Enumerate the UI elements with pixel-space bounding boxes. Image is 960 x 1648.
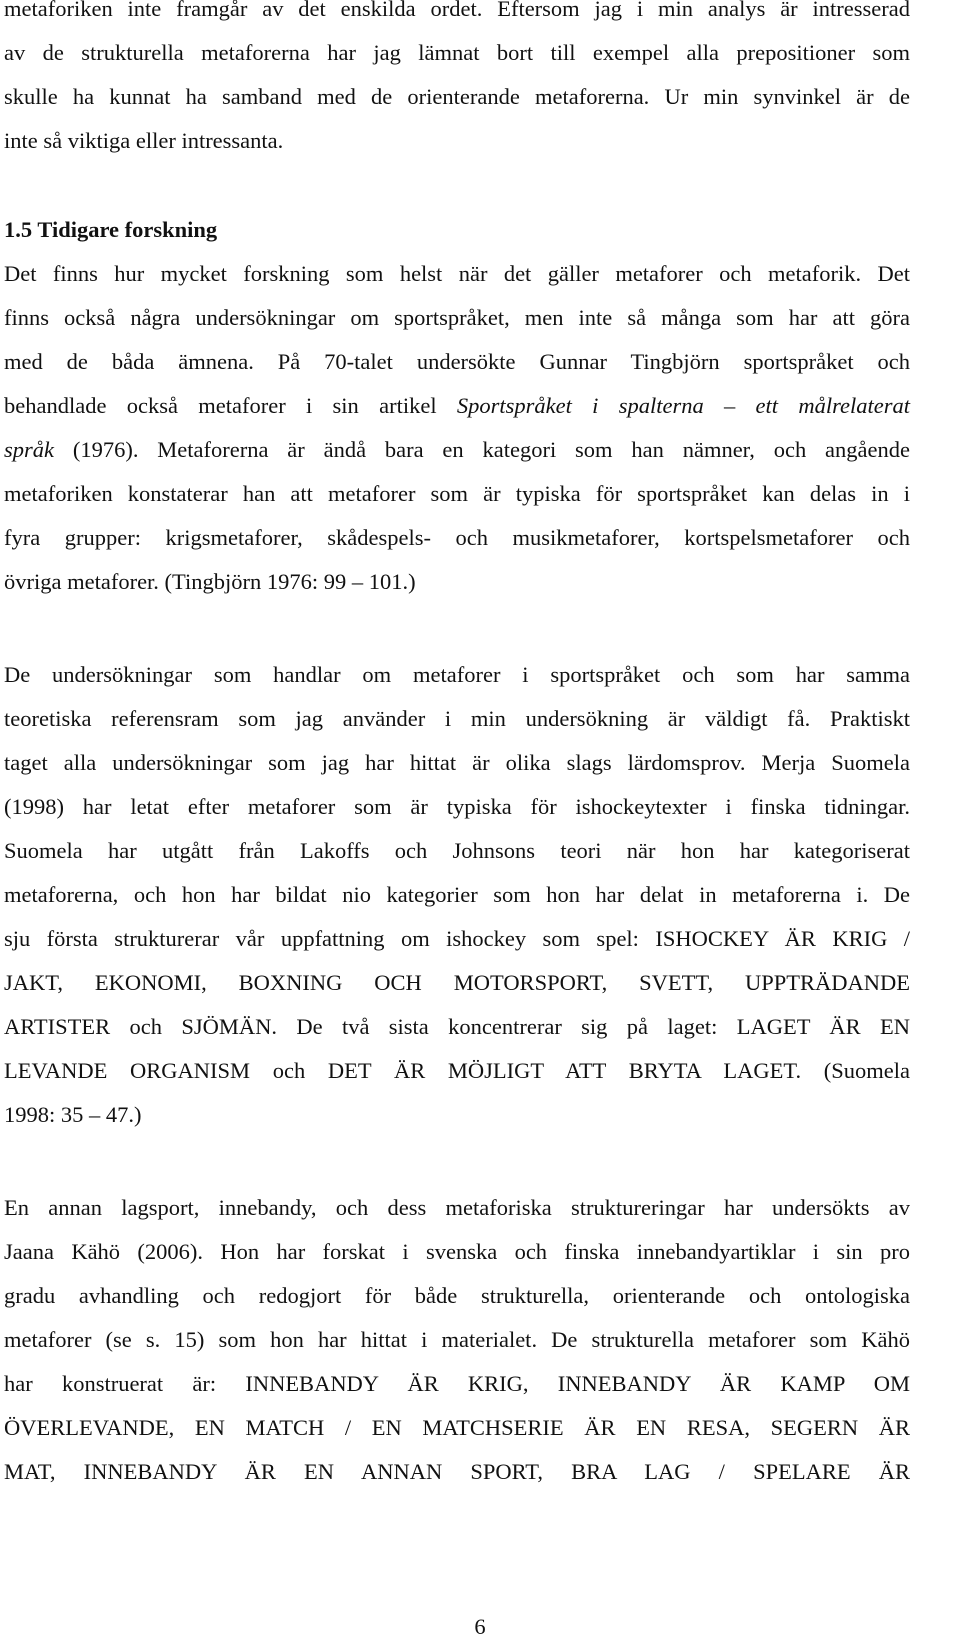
text-line: fyra grupper: krigsmetaforer, skådespels- och musikmetaforer, kortspelsmetaforer och (4, 525, 910, 550)
text-line: av de strukturella metaforerna har jag lämnat bort till exempel alla prepositioner som (4, 40, 910, 65)
text-line: JAKT, EKONOMI, BOXNING OCH MOTORSPORT, SVETT, UPPTRÄDANDE (4, 970, 910, 995)
text-line (4, 391, 910, 421)
text-line: (1998) har letat efter metaforer som är typiska för ishockeytexter i finska tidningar. (4, 794, 910, 819)
text-line: LEVANDE ORGANISM och DET ÄR MÖJLIGT ATT BRYTA LAGET. (Suomela (4, 1058, 910, 1083)
article-title-end: språk (4, 437, 54, 462)
text-line (4, 435, 910, 465)
text-span: behandlade också metaforer i sin artikel (4, 393, 457, 418)
text-line: En annan lagsport, innebandy, och dess metaforiska struktureringar har undersökts av (4, 1195, 910, 1220)
text-line: taget alla undersökningar som jag har hittat är olika slags lärdomsprov. Merja Suomela (4, 750, 910, 775)
text-line: Suomela har utgått från Lakoffs och Johnsons teori när hon har kategoriserat (4, 838, 910, 863)
text-line: ÖVERLEVANDE, EN MATCH / EN MATCHSERIE ÄR EN RESA, SEGERN ÄR (4, 1415, 910, 1440)
text-line: metaforer (se s. 15) som hon har hittat i materialet. De strukturella metaforer som Kähö (4, 1327, 910, 1352)
page-number: 6 (474, 1614, 486, 1639)
text-line: sju första strukturerar vår uppfattning om ishockey som spel: ISHOCKEY ÄR KRIG / (4, 926, 910, 951)
text-line: övriga metaforer. (Tingbjörn 1976: 99 – 101.) (4, 569, 416, 594)
text-line: 1998: 35 – 47.) (4, 1102, 142, 1127)
text-line: Jaana Kähö (2006). Hon har forskat i svenska och finska innebandyartiklar i sin pro (4, 1239, 910, 1264)
text-line: metaforerna, och hon har bildat nio kategorier som hon har delat in metaforerna i. De (4, 882, 910, 907)
text-line: finns också några undersökningar om sportspråket, men inte så många som har att göra (4, 305, 910, 330)
text-line: metaforiken konstaterar han att metaforer som är typiska för sportspråket kan delas in i (4, 481, 910, 506)
text-line: inte så viktiga eller intressanta. (4, 128, 284, 153)
text-line: gradu avhandling och redogjort för både strukturella, orienterande och ontologiska (4, 1283, 910, 1308)
text-line: teoretiska referensram som jag använder i min undersökning är väldigt få. Praktiskt (4, 706, 910, 731)
text-line: har konstruerat är: INNEBANDY ÄR KRIG, INNEBANDY ÄR KAMP OM (4, 1371, 910, 1396)
article-title: Sportspråket i spalterna – ett målrelaterat (456, 393, 910, 418)
section-heading: 1.5 Tidigare forskning (4, 217, 218, 242)
text-line: med de båda ämnena. På 70-talet undersökte Gunnar Tingbjörn sportspråket och (4, 349, 910, 374)
text-line: MAT, INNEBANDY ÄR EN ANNAN SPORT, BRA LAG / SPELARE ÄR (4, 1459, 910, 1484)
text-line: skulle ha kunnat ha samband med de orienterande metaforerna. Ur min synvinkel är de (4, 84, 910, 109)
text-line: metaforiken inte framgår av det enskilda ordet. Eftersom jag i min analys är intresserad (4, 0, 910, 21)
text-line: Det finns hur mycket forskning som helst när det gäller metaforer och metaforik. Det (4, 261, 910, 286)
text-span: (1976). Metaforerna är ändå bara en kategori som han nämner, och angående (54, 437, 910, 462)
text-line: De undersökningar som handlar om metaforer i sportspråket och som har samma (4, 662, 910, 687)
text-line: ARTISTER och SJÖMÄN. De två sista koncentrerar sig på laget: LAGET ÄR EN (4, 1014, 910, 1039)
